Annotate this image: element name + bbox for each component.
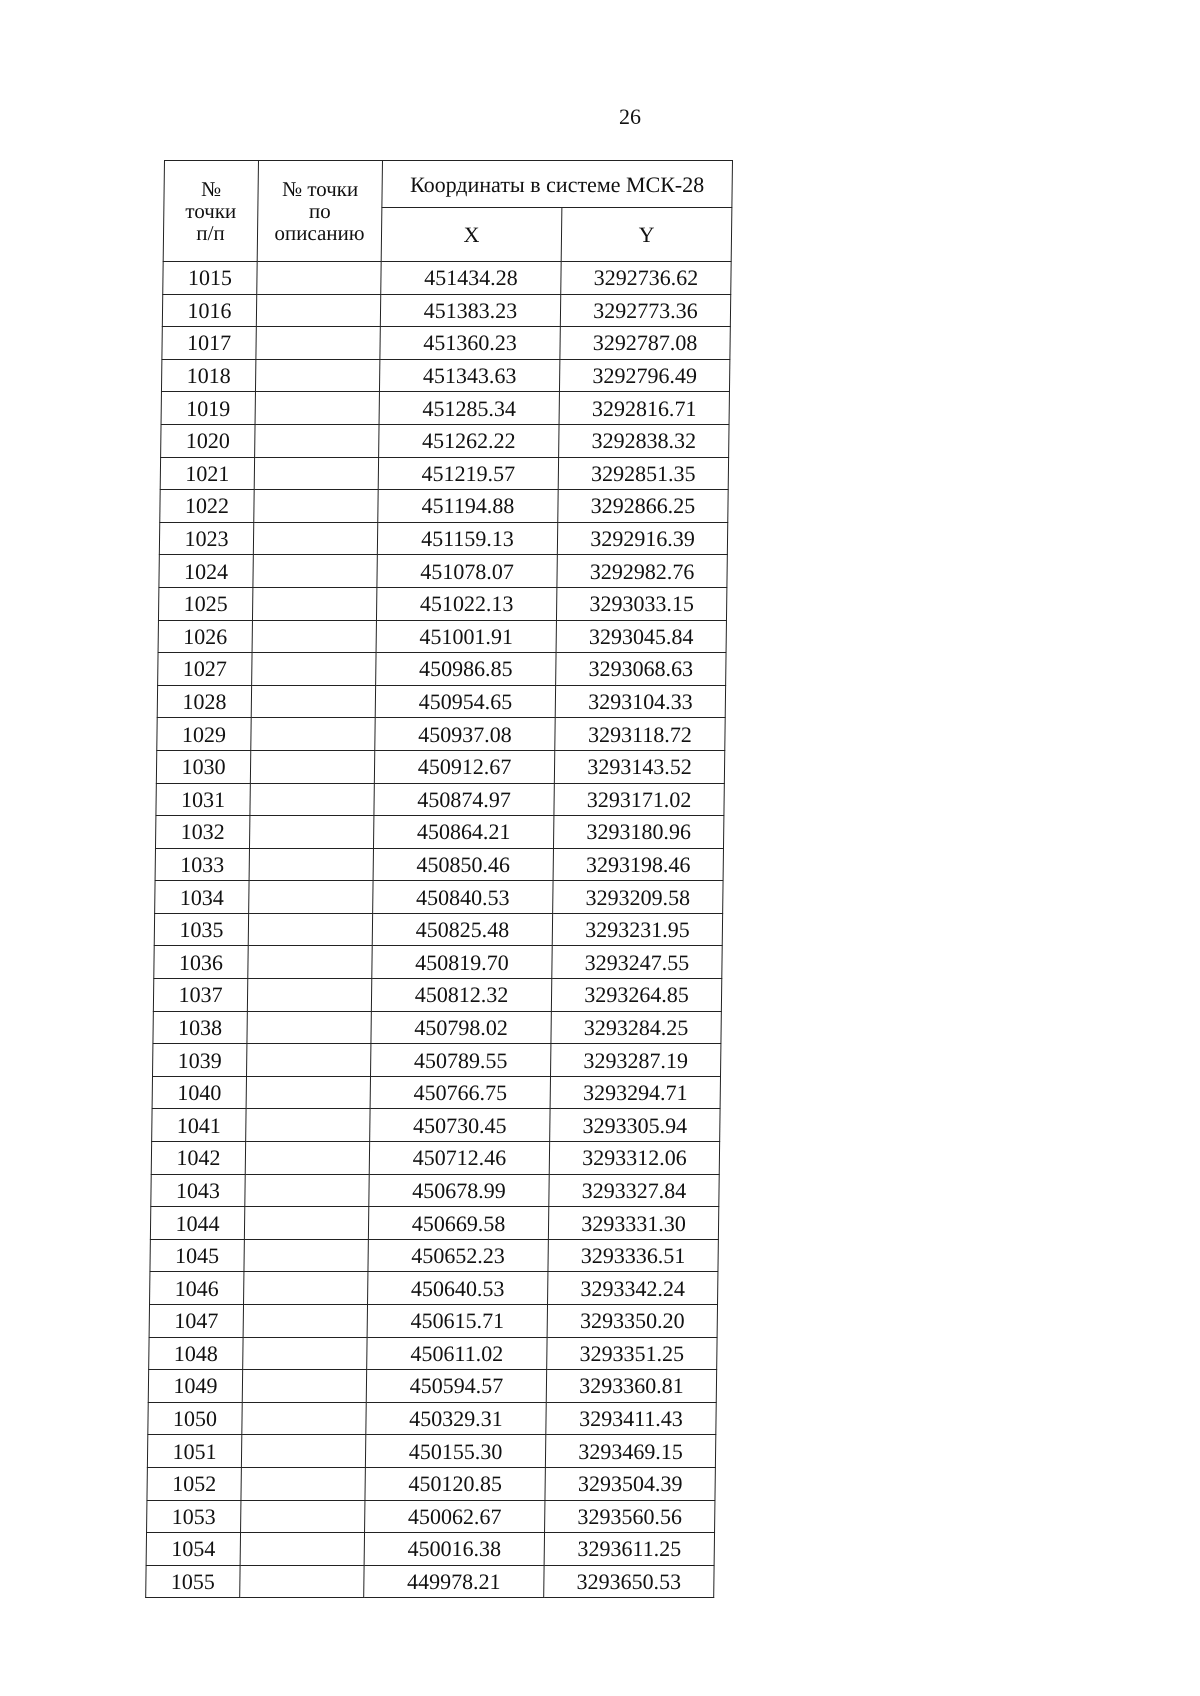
cell-description-point-number <box>249 816 373 849</box>
cell-description-point-number <box>256 294 380 327</box>
table-row <box>150 1207 718 1240</box>
cell-description-point-number <box>257 262 381 295</box>
cell-y: 3292838.32 <box>559 424 729 457</box>
cell-x: 450594.57 <box>366 1370 546 1403</box>
cell-description-point-number <box>254 457 378 490</box>
cell-point-number: 1030 <box>156 750 250 783</box>
cell-y: 3292816.71 <box>559 392 729 425</box>
header-point-number: № точки п/п <box>163 161 258 262</box>
cell-x: 450016.38 <box>364 1533 544 1566</box>
cell-description-point-number <box>248 913 372 946</box>
cell-x: 451219.57 <box>378 457 558 490</box>
cell-y: 3292866.25 <box>558 490 728 523</box>
table-row <box>149 1337 717 1370</box>
cell-y: 3293294.71 <box>550 1076 720 1109</box>
table-row <box>163 262 731 295</box>
cell-description-point-number <box>244 1239 368 1272</box>
cell-y: 3293351.25 <box>547 1337 717 1370</box>
cell-description-point-number <box>253 555 377 588</box>
cell-description-point-number <box>247 979 371 1012</box>
cell-point-number: 1017 <box>162 327 256 360</box>
cell-point-number: 1046 <box>150 1272 244 1305</box>
cell-description-point-number <box>247 1044 371 1077</box>
cell-point-number: 1039 <box>153 1044 247 1077</box>
cell-point-number: 1028 <box>157 685 251 718</box>
cell-point-number: 1015 <box>163 262 257 295</box>
table-row <box>156 750 724 783</box>
cell-y: 3293045.84 <box>556 620 726 653</box>
cell-point-number: 1051 <box>147 1435 241 1468</box>
cell-x: 451285.34 <box>379 392 559 425</box>
header-description-point-number: № точки по описанию <box>257 161 382 262</box>
header-coordinates: Координаты в системе МСК-28 <box>382 161 733 208</box>
cell-point-number: 1045 <box>150 1239 244 1272</box>
cell-point-number: 1036 <box>154 946 248 979</box>
cell-x: 449978.21 <box>364 1565 544 1598</box>
cell-y: 3293180.96 <box>553 816 723 849</box>
cell-y: 3293068.63 <box>556 653 726 686</box>
page-number: 26 <box>619 104 641 129</box>
cell-description-point-number <box>248 946 372 979</box>
cell-point-number: 1026 <box>158 620 252 653</box>
cell-description-point-number <box>249 848 373 881</box>
cell-x: 451078.07 <box>377 555 557 588</box>
cell-description-point-number <box>256 327 380 360</box>
cell-point-number: 1050 <box>148 1402 242 1435</box>
cell-point-number: 1016 <box>162 294 256 327</box>
cell-point-number: 1049 <box>148 1370 242 1403</box>
table-row <box>153 1044 721 1077</box>
cell-point-number: 1018 <box>161 359 255 392</box>
cell-y: 3293305.94 <box>550 1109 720 1142</box>
cell-x: 450812.32 <box>371 979 551 1012</box>
cell-x: 450730.45 <box>370 1109 550 1142</box>
cell-description-point-number <box>252 653 376 686</box>
cell-description-point-number <box>251 718 375 751</box>
cell-point-number: 1034 <box>155 881 249 914</box>
cell-y: 3293411.43 <box>546 1402 716 1435</box>
cell-x: 450937.08 <box>375 718 555 751</box>
table-row <box>152 1109 720 1142</box>
cell-point-number: 1031 <box>156 783 250 816</box>
table-row <box>162 327 730 360</box>
cell-x: 450840.53 <box>373 881 553 914</box>
table-row <box>162 294 730 327</box>
header-y: Y <box>561 208 732 262</box>
cell-point-number: 1047 <box>149 1305 243 1338</box>
cell-x: 450678.99 <box>369 1174 549 1207</box>
cell-description-point-number <box>240 1565 364 1598</box>
coordinates-table <box>145 160 733 1598</box>
cell-description-point-number <box>253 522 377 555</box>
table-row <box>159 522 727 555</box>
cell-description-point-number <box>255 359 379 392</box>
cell-y: 3293143.52 <box>554 750 724 783</box>
cell-x: 450825.48 <box>372 913 552 946</box>
cell-point-number: 1029 <box>157 718 251 751</box>
cell-point-number: 1035 <box>154 913 248 946</box>
cell-x: 451343.63 <box>379 359 559 392</box>
cell-y: 3293469.15 <box>545 1435 715 1468</box>
table-row <box>146 1533 714 1566</box>
cell-y: 3293331.30 <box>548 1207 718 1240</box>
table-row <box>148 1370 716 1403</box>
cell-point-number: 1042 <box>151 1142 245 1175</box>
cell-y: 3293264.85 <box>551 979 721 1012</box>
table-row <box>146 1565 714 1598</box>
cell-point-number: 1054 <box>146 1533 240 1566</box>
table-row <box>160 457 728 490</box>
cell-x: 450155.30 <box>365 1435 545 1468</box>
table-row <box>147 1500 715 1533</box>
cell-y: 3292787.08 <box>560 327 730 360</box>
cell-x: 450819.70 <box>372 946 552 979</box>
table-body <box>146 262 731 1598</box>
cell-y: 3293327.84 <box>549 1174 719 1207</box>
table-row <box>161 359 729 392</box>
cell-point-number: 1038 <box>153 1011 247 1044</box>
cell-point-number: 1019 <box>161 392 255 425</box>
cell-y: 3293104.33 <box>555 685 725 718</box>
cell-x: 451001.91 <box>376 620 556 653</box>
cell-description-point-number <box>255 424 379 457</box>
table-row <box>153 1011 721 1044</box>
cell-point-number: 1044 <box>150 1207 244 1240</box>
cell-point-number: 1027 <box>158 653 252 686</box>
cell-point-number: 1032 <box>155 816 249 849</box>
cell-y: 3292982.76 <box>557 555 727 588</box>
cell-y: 3293504.39 <box>545 1467 715 1500</box>
cell-y: 3293560.56 <box>545 1500 715 1533</box>
cell-description-point-number <box>240 1533 364 1566</box>
table-row <box>156 783 724 816</box>
cell-x: 451434.28 <box>381 262 561 295</box>
cell-description-point-number <box>252 620 376 653</box>
cell-description-point-number <box>249 881 373 914</box>
cell-point-number: 1020 <box>161 424 255 457</box>
cell-y: 3292796.49 <box>559 359 729 392</box>
cell-y: 3293198.46 <box>553 848 723 881</box>
cell-description-point-number <box>254 490 378 523</box>
cell-point-number: 1048 <box>149 1337 243 1370</box>
cell-description-point-number <box>245 1174 369 1207</box>
table-row <box>151 1174 719 1207</box>
cell-y: 3293284.25 <box>551 1011 721 1044</box>
cell-x: 450864.21 <box>373 816 553 849</box>
table-row <box>147 1435 715 1468</box>
table-row <box>157 718 725 751</box>
cell-description-point-number <box>252 587 376 620</box>
cell-point-number: 1024 <box>159 555 253 588</box>
cell-description-point-number <box>246 1076 370 1109</box>
cell-x: 450329.31 <box>366 1402 546 1435</box>
table-row <box>158 620 726 653</box>
cell-point-number: 1021 <box>160 457 254 490</box>
cell-description-point-number <box>251 685 375 718</box>
cell-y: 3293231.95 <box>552 913 722 946</box>
cell-description-point-number <box>241 1500 365 1533</box>
table-row <box>155 881 723 914</box>
cell-x: 450874.97 <box>374 783 554 816</box>
table-row <box>157 685 725 718</box>
cell-description-point-number <box>250 783 374 816</box>
table-row <box>161 392 729 425</box>
table-row <box>149 1305 717 1338</box>
table-row <box>147 1467 715 1500</box>
cell-point-number: 1022 <box>160 490 254 523</box>
cell-y: 3293247.55 <box>552 946 722 979</box>
cell-y: 3293360.81 <box>546 1370 716 1403</box>
cell-description-point-number <box>244 1272 368 1305</box>
cell-x: 451383.23 <box>380 294 560 327</box>
cell-x: 451159.13 <box>377 522 557 555</box>
cell-description-point-number <box>242 1370 366 1403</box>
cell-x: 450912.67 <box>374 750 554 783</box>
cell-x: 450062.67 <box>365 1500 545 1533</box>
table-row <box>154 946 722 979</box>
cell-description-point-number <box>255 392 379 425</box>
table-row <box>155 816 723 849</box>
table-row <box>148 1402 716 1435</box>
cell-x: 450850.46 <box>373 848 553 881</box>
cell-description-point-number <box>243 1305 367 1338</box>
cell-x: 450798.02 <box>371 1011 551 1044</box>
cell-description-point-number <box>246 1109 370 1142</box>
table-row <box>152 1076 720 1109</box>
table-header <box>163 161 732 262</box>
cell-point-number: 1053 <box>147 1500 241 1533</box>
cell-point-number: 1055 <box>146 1565 240 1598</box>
cell-description-point-number <box>241 1435 365 1468</box>
table-row <box>158 653 726 686</box>
cell-description-point-number <box>244 1207 368 1240</box>
cell-y: 3293312.06 <box>549 1142 719 1175</box>
table-row <box>158 587 726 620</box>
cell-point-number: 1052 <box>147 1467 241 1500</box>
cell-y: 3293033.15 <box>556 587 726 620</box>
cell-description-point-number <box>245 1142 369 1175</box>
cell-description-point-number <box>241 1467 365 1500</box>
cell-x: 451262.22 <box>379 424 559 457</box>
cell-x: 450954.65 <box>375 685 555 718</box>
table-row <box>153 979 721 1012</box>
cell-y: 3292916.39 <box>557 522 727 555</box>
cell-y: 3293611.25 <box>544 1533 714 1566</box>
cell-y: 3292773.36 <box>560 294 730 327</box>
cell-description-point-number <box>242 1402 366 1435</box>
cell-y: 3293350.20 <box>547 1305 717 1338</box>
cell-point-number: 1033 <box>155 848 249 881</box>
cell-y: 3293287.19 <box>551 1044 721 1077</box>
table-row <box>154 913 722 946</box>
cell-x: 450652.23 <box>368 1239 548 1272</box>
cell-description-point-number <box>247 1011 371 1044</box>
cell-x: 450669.58 <box>368 1207 548 1240</box>
cell-x: 450789.55 <box>371 1044 551 1077</box>
cell-x: 450766.75 <box>370 1076 550 1109</box>
cell-x: 450611.02 <box>367 1337 547 1370</box>
cell-y: 3292736.62 <box>561 262 731 295</box>
table-row <box>150 1239 718 1272</box>
table-row <box>159 555 727 588</box>
cell-y: 3293118.72 <box>555 718 725 751</box>
cell-y: 3292851.35 <box>558 457 728 490</box>
cell-description-point-number <box>243 1337 367 1370</box>
cell-x: 450986.85 <box>376 653 556 686</box>
table-row <box>161 424 729 457</box>
cell-x: 451022.13 <box>376 587 556 620</box>
cell-x: 450615.71 <box>367 1305 547 1338</box>
table-row <box>155 848 723 881</box>
header-x: X <box>381 208 562 262</box>
cell-point-number: 1023 <box>159 522 253 555</box>
table-row <box>150 1272 718 1305</box>
cell-y: 3293336.51 <box>548 1239 718 1272</box>
cell-description-point-number <box>250 750 374 783</box>
cell-y: 3293171.02 <box>554 783 724 816</box>
cell-point-number: 1043 <box>151 1174 245 1207</box>
cell-y: 3293342.24 <box>548 1272 718 1305</box>
cell-x: 450712.46 <box>369 1142 549 1175</box>
table-row <box>160 490 728 523</box>
cell-point-number: 1041 <box>152 1109 246 1142</box>
cell-point-number: 1037 <box>153 979 247 1012</box>
cell-x: 451360.23 <box>380 327 560 360</box>
cell-x: 450640.53 <box>368 1272 548 1305</box>
cell-point-number: 1025 <box>158 587 252 620</box>
cell-x: 450120.85 <box>365 1467 545 1500</box>
table-row <box>151 1142 719 1175</box>
cell-point-number: 1040 <box>152 1076 246 1109</box>
cell-y: 3293209.58 <box>553 881 723 914</box>
cell-y: 3293650.53 <box>544 1565 714 1598</box>
cell-x: 451194.88 <box>378 490 558 523</box>
